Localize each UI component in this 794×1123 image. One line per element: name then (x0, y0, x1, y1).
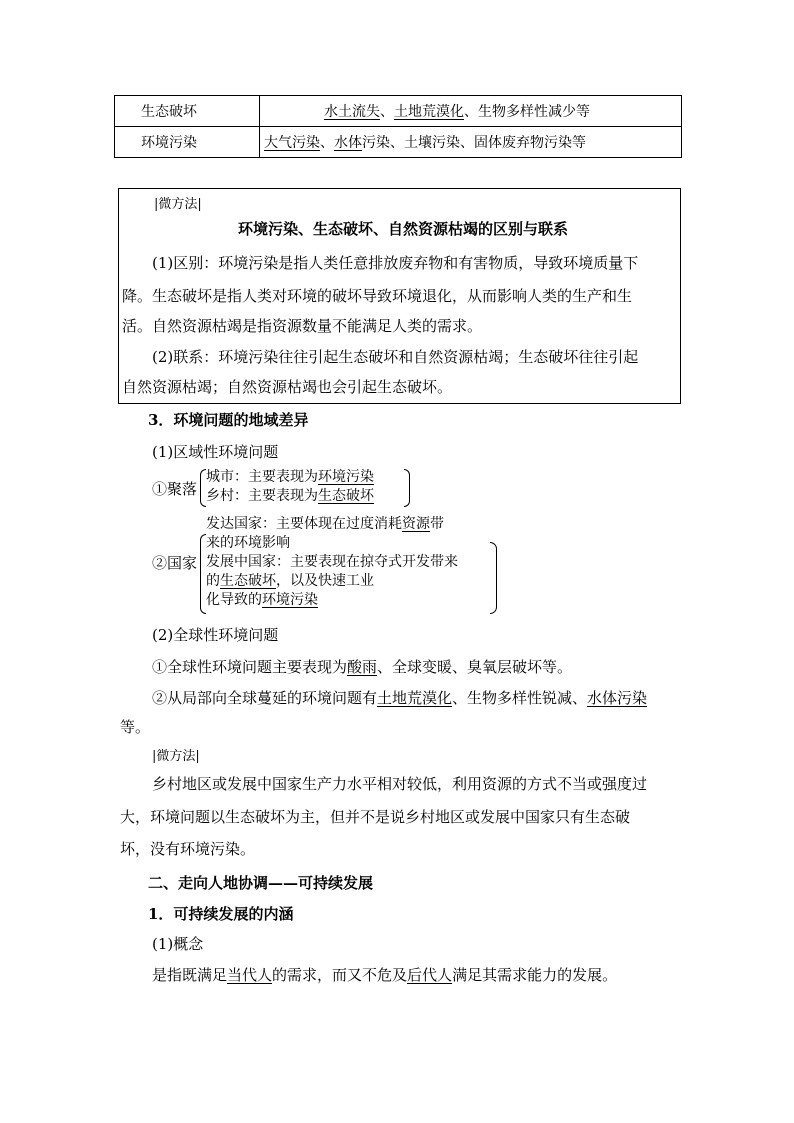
section3-sub2: (2)全球性环境问题 (152, 626, 279, 644)
global-line2: ②从局部向全球蔓延的环境问题有土地荒漠化、生物多样性锐减、水体污染 (152, 689, 648, 707)
text: 、 (380, 104, 394, 120)
table-row (115, 96, 682, 127)
underlined-term: 大气污染 (264, 135, 320, 151)
box-p2-line2: 自然资源枯竭；自然资源枯竭也会引起生态破坏。 (122, 378, 453, 396)
box-title: 环境污染、生态破坏、自然资源枯竭的区别与联系 (238, 220, 569, 238)
row-label: 生态破坏 (115, 96, 260, 127)
guojia-label: ②国家 (152, 554, 198, 572)
developing-line1: 发展中国家：主要表现在掠夺式开发带来 (206, 554, 458, 570)
environment-problem-table (114, 95, 682, 158)
box-p2-line1: (2)联系：环境污染往往引起生态破坏和自然资源枯竭；生态破坏往往引起 (152, 348, 639, 366)
method2-line1: 乡村地区或发展中国家生产力水平相对较低，利用资源的方式不当或强度过 (152, 775, 648, 793)
text: 、 (320, 135, 334, 151)
juluo-label: ①聚落 (152, 480, 198, 498)
section3-heading: 3．环境问题的地域差异 (148, 411, 309, 429)
row-content (260, 96, 682, 127)
right-brace (404, 469, 410, 507)
box-p1-line3: 活。自然资源枯竭是指资源数量不能满足人类的需求。 (122, 317, 483, 335)
row-content (260, 127, 682, 158)
text: 污染、土壤污染、固体废弃物污染等 (362, 135, 586, 151)
developed-line1: 发达国家：主要体现在过度消耗资源带 (206, 516, 444, 532)
underlined-term: 水体 (334, 135, 362, 151)
box-p1-line1: (1)区别：环境污染是指人类任意排放废弃物和有害物质，导致环境质量下 (152, 254, 639, 272)
global-line3: 等。 (120, 718, 151, 736)
micro-method-tag: |微方法| (154, 197, 202, 212)
juluo-village: 乡村：主要表现为生态破坏 (206, 488, 374, 504)
developing-line3: 化导致的环境污染 (206, 592, 318, 608)
section3-sub1: (1)区域性环境问题 (152, 443, 279, 461)
right-brace (490, 542, 497, 614)
section-two-sub: 1．可持续发展的内涵 (148, 905, 294, 923)
developing-line2: 的生态破坏，以及快速工业 (206, 573, 374, 589)
text: 、生物多样性减少等 (464, 104, 590, 120)
method2-line3: 坏，没有环境污染。 (120, 840, 256, 858)
box-p1-line2: 降。生态破坏是指人类对环境的破坏导致环境退化，从而影响人类的生产和生 (122, 287, 633, 305)
concept-definition: 是指既满足当代人的需求，而又不危及后代人满足其需求能力的发展。 (152, 966, 618, 984)
row-label: 环境污染 (115, 127, 260, 158)
underlined-term: 水土流失 (324, 104, 380, 120)
underlined-term: 土地荒漠化 (394, 104, 464, 120)
table-row (115, 127, 682, 158)
global-line1: ①全球性环境问题主要表现为酸雨、全球变暖、臭氧层破坏等。 (152, 658, 573, 676)
micro-method-tag: |微方法| (152, 749, 200, 764)
section-two-heading: 二、走向人地协调——可持续发展 (148, 874, 374, 892)
juluo-city: 城市：主要表现为环境污染 (206, 469, 374, 485)
method2-line2: 大，环境问题以生态破坏为主，但并不是说乡村地区或发展中国家只有生态破 (120, 808, 631, 826)
developed-line2: 来的环境影响 (206, 535, 290, 551)
concept-heading: (1)概念 (152, 935, 204, 953)
